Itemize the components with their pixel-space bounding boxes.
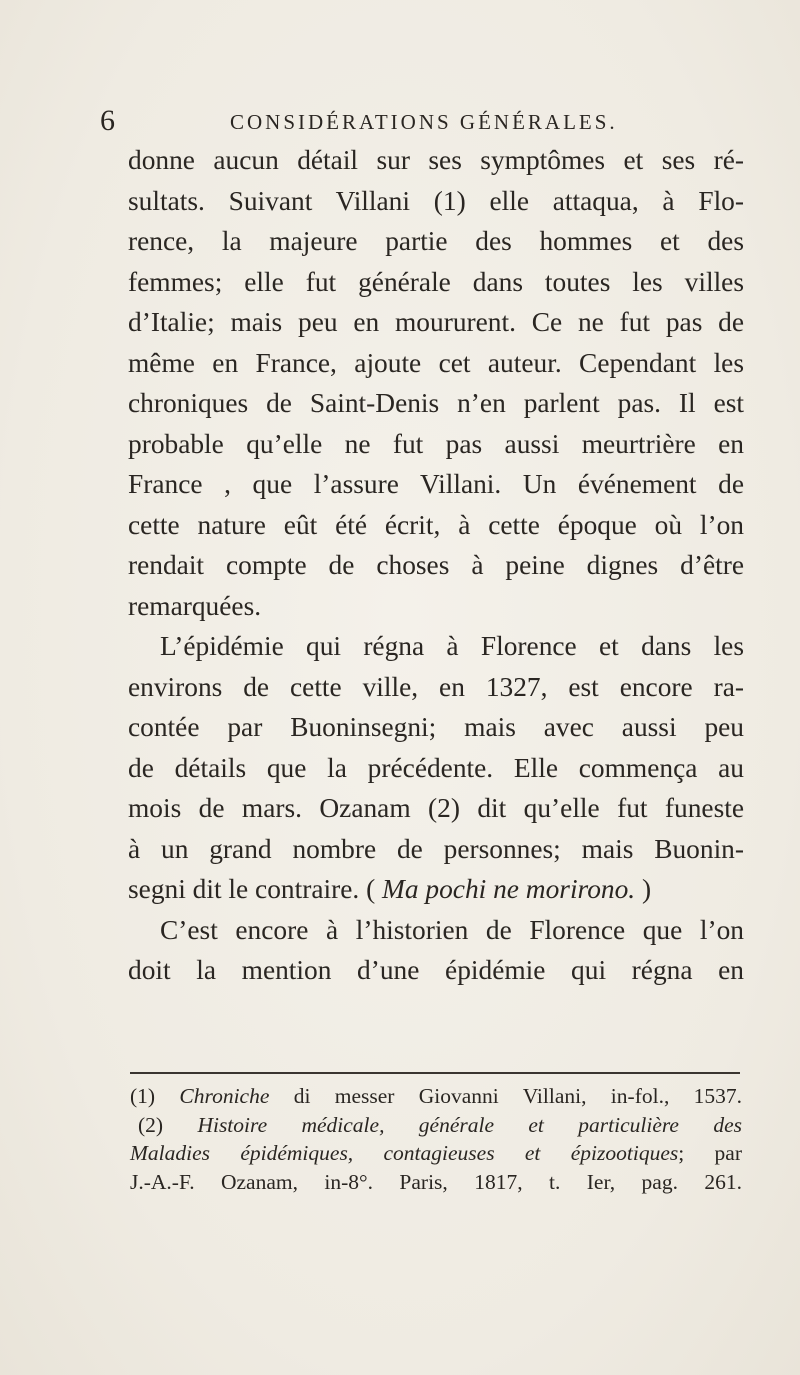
running-head: CONSIDÉRATIONS GÉNÉRALES. — [230, 110, 618, 134]
page-number: 6 — [100, 104, 115, 137]
text-line: rence, la majeure partie des hommes et des — [128, 226, 744, 256]
text-line: d’Italie; mais peu en moururent. Ce ne fut pas de — [128, 307, 744, 337]
footnotes — [130, 1082, 742, 1196]
footnote-text: ; par — [678, 1141, 742, 1165]
text-line: chroniques de Saint-Denis n’en parlent pas. Il est — [128, 388, 744, 418]
footnote-title: Chroniche — [179, 1084, 270, 1108]
text-line: donne aucun détail sur ses symptômes et ses ré- — [128, 145, 744, 175]
text-line-with-quote: segni dit le contraire. ( Ma pochi ne morirono. ) — [128, 874, 652, 904]
text-line: même en France, ajoute cet auteur. Cependant les — [128, 347, 744, 378]
footnote-2-line-2 — [130, 1139, 742, 1168]
footnote-title: Maladies épidémiques, contagieuses et épizootiques — [130, 1141, 679, 1165]
text-line: L’épidémie qui régna à Florence et dans les — [160, 631, 744, 661]
text-line: mois de mars. Ozanam (2) dit qu’elle fut funeste — [128, 793, 744, 823]
text-line: France , que l’assure Villani. Un événement de — [128, 469, 744, 499]
text-line: C’est encore à l’historien de Florence que l’on — [160, 914, 744, 945]
text-segment: segni dit le contraire. — [128, 874, 360, 904]
footnote-1 — [130, 1082, 742, 1111]
text-line: à un grand nombre de personnes; mais Buonin- — [128, 833, 744, 864]
footnote-title: Histoire médicale, générale et particulière des — [197, 1112, 742, 1137]
footnote-marker: (2) — [138, 1112, 164, 1137]
text-line: cette nature eût été écrit, à cette époque où l’on — [128, 509, 744, 540]
text-line: environs de cette ville, en 1327, est encore ra- — [128, 671, 744, 702]
footnote-2-line-1 — [130, 1111, 742, 1140]
footnote-marker: (1) — [130, 1084, 156, 1108]
text-line: sultats. Suivant Villani (1) elle attaqua, à Flo- — [128, 185, 744, 216]
text-line: remarquées. — [128, 590, 262, 621]
text-line: femmes; elle fut générale dans toutes les villes — [128, 266, 744, 297]
body-text — [128, 140, 744, 991]
text-line: doit la mention d’une épidémie qui régna en — [128, 955, 744, 985]
page-header — [100, 104, 640, 138]
text-line: rendait compte de choses à peine dignes d’être — [128, 550, 744, 580]
footnote-2-line-3: J.-A.-F. Ozanam, in-8°. Paris, 1817, t. Ier, pag. 261. — [130, 1169, 742, 1194]
text-line: probable qu’elle ne fut pas aussi meurtrière en — [128, 428, 744, 459]
text-line: de détails que la précédente. Elle commença au — [128, 752, 744, 783]
text-line: contée par Buoninsegni; mais avec aussi peu — [128, 712, 744, 742]
footnote-rule — [130, 1072, 740, 1074]
italic-quote: Ma pochi ne morirono. — [382, 874, 636, 904]
footnote-text: di messer Giovanni Villani, in-fol., 1537. — [293, 1084, 743, 1108]
